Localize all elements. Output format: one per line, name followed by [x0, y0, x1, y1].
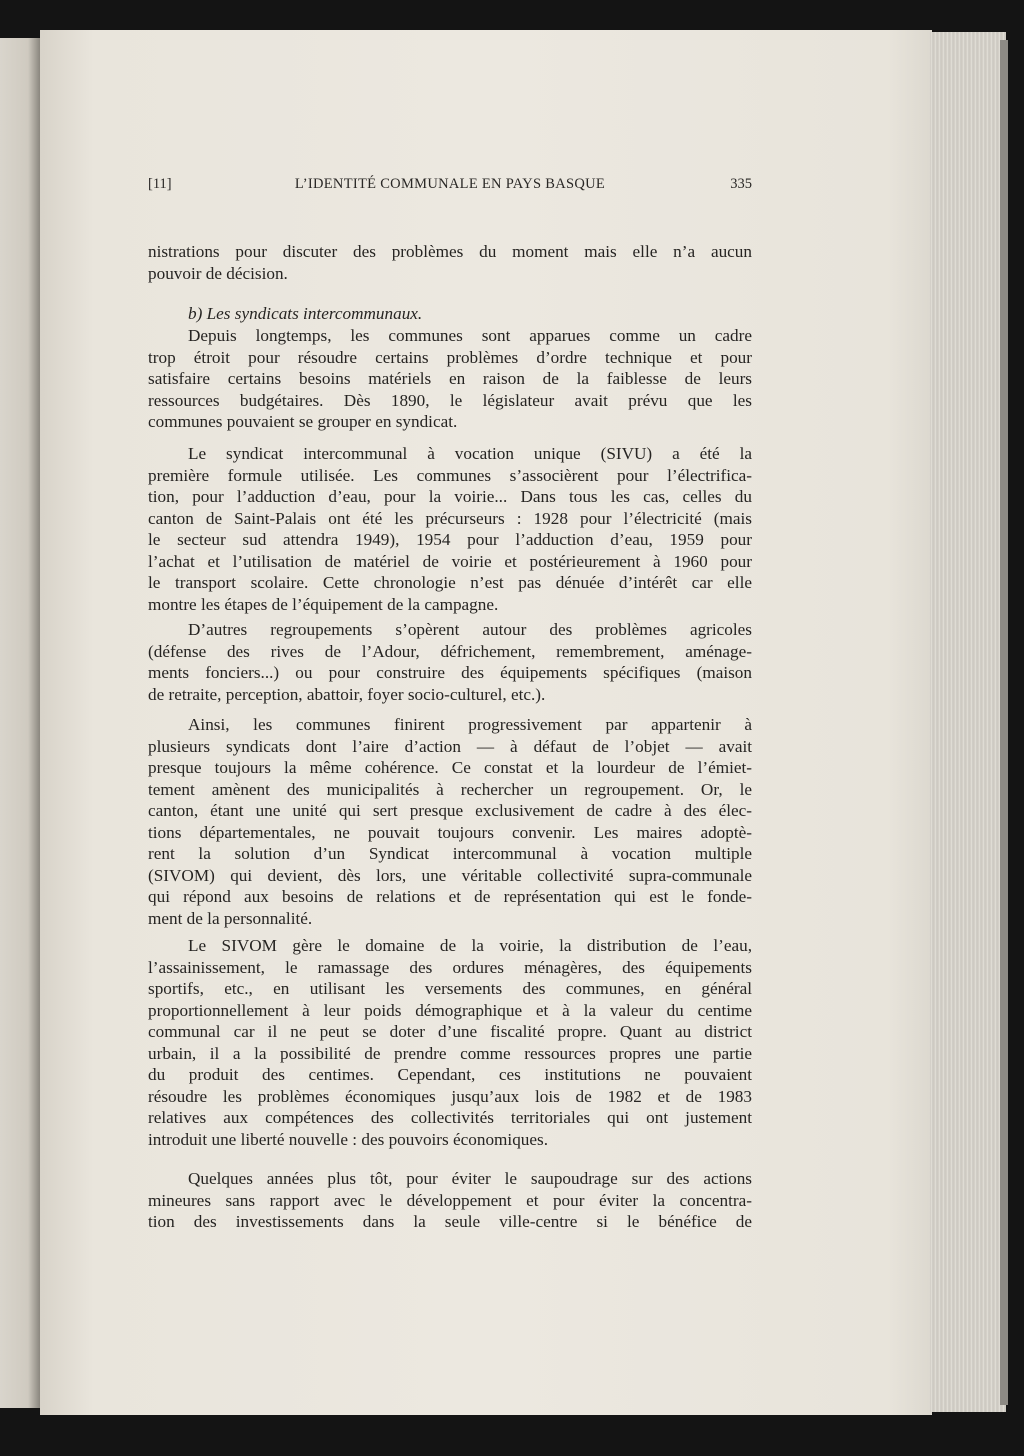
- page-stack-shadow: [1000, 40, 1008, 1405]
- text-line: l’assainissement, le ramassage des ordures ménagères, des équipements: [148, 957, 752, 977]
- text-line: (défense des rives de l’Adour, défrichement, remembrement, aménage-: [148, 641, 752, 661]
- paragraph: [148, 714, 752, 929]
- paragraph: [148, 619, 752, 705]
- text-line: Quelques années plus tôt, pour éviter le saupoudrage sur des actions: [188, 1169, 752, 1188]
- text-line: canton, étant une unité qui sert presque exclusivement de cadre à des élec-: [148, 801, 752, 820]
- text-line: (SIVOM) qui devient, dès lors, une véritable collectivité supra-communale: [148, 865, 752, 885]
- text-line: première formule utilisée. Les communes s’associèrent pour l’électrifica-: [148, 465, 752, 485]
- text-line: ressources budgétaires. Dès 1890, le législateur avait prévu que les: [148, 390, 752, 410]
- paragraph: [148, 443, 752, 615]
- text-line: proportionnellement à leur poids démographique et à la valeur du centime: [148, 1000, 752, 1020]
- section-number: [11]: [148, 176, 172, 192]
- running-header: [148, 176, 752, 196]
- text-line: mineures sans rapport avec le développement et pour éviter la concentra-: [148, 1190, 752, 1210]
- text-line: b) Les syndicats intercommunaux.: [188, 304, 423, 323]
- text-line: Depuis longtemps, les communes sont apparues comme un cadre: [188, 326, 752, 345]
- text-line: le secteur sud attendra 1949), 1954 pour l’adduction d’eau, 1959 pour: [148, 530, 752, 549]
- subsection-heading: [148, 303, 752, 325]
- text-line: plusieurs syndicats dont l’aire d’action — à défaut de l’objet — avait: [148, 736, 752, 756]
- text-line: de retraite, perception, abattoir, foyer socio-culturel, etc.).: [148, 684, 546, 704]
- page-stack-edges: [930, 32, 1006, 1412]
- text-line: Le SIVOM gère le domaine de la voirie, la distribution de l’eau,: [188, 936, 752, 955]
- text-line: trop étroit pour résoudre certains problèmes d’ordre technique et pour: [148, 347, 752, 367]
- text-line: Ainsi, les communes finirent progressivement par appartenir à: [188, 715, 752, 734]
- page-number: 335: [730, 176, 752, 192]
- text-line: tion des investissements dans la seule ville-centre si le bénéfice de: [148, 1212, 752, 1231]
- paragraph: [148, 325, 752, 433]
- facing-page-edge: [0, 38, 40, 1408]
- text-line: satisfaire certains besoins matériels en raison de la faiblesse de leurs: [148, 369, 752, 388]
- text-line: communal car il ne peut se doter d’une fiscalité propre. Quant au district: [148, 1022, 752, 1041]
- text-line: montre les étapes de l’équipement de la campagne.: [148, 594, 499, 614]
- text-line: ment de la personnalité.: [148, 908, 313, 928]
- text-line: ments fonciers...) ou pour construire des équipements spécifiques (maison: [148, 663, 752, 682]
- text-line: presque toujours la même cohérence. Ce constat et la lourdeur de l’émiet-: [148, 758, 752, 777]
- text-line: du produit des centimes. Cependant, ces institutions ne pouvaient: [148, 1065, 752, 1084]
- text-line: Le syndicat intercommunal à vocation unique (SIVU) a été la: [188, 444, 752, 463]
- text-line: qui répond aux besoins de relations et de représentation qui est le fonde-: [148, 887, 752, 906]
- text-line: tion, pour l’adduction d’eau, pour la voirie... Dans tous les cas, celles du: [148, 487, 752, 506]
- text-line: relatives aux compétences des collectivités territoriales qui ont justement: [148, 1108, 752, 1127]
- text-line: canton de Saint-Palais ont été les précurseurs : 1928 pour l’électricité (mais: [148, 508, 752, 528]
- paragraph: [148, 1168, 752, 1233]
- text-line: nistrations pour discuter des problèmes du moment mais elle n’a aucun: [148, 242, 752, 261]
- text-line: le transport scolaire. Cette chronologie n’est pas dénuée d’intérêt car elle: [148, 573, 752, 592]
- text-line: D’autres regroupements s’opèrent autour des problèmes agricoles: [188, 620, 752, 639]
- paragraph: [148, 241, 752, 284]
- text-line: pouvoir de décision.: [148, 263, 288, 283]
- running-title: L’IDENTITÉ COMMUNALE EN PAYS BASQUE: [294, 176, 606, 192]
- text-line: résoudre les problèmes économiques jusqu’aux lois de 1982 et de 1983: [148, 1086, 752, 1106]
- text-line: sportifs, etc., en utilisant les versements des communes, en général: [148, 979, 752, 998]
- text-line: introduit une liberté nouvelle : des pouvoirs économiques.: [148, 1129, 549, 1149]
- text-line: rent la solution d’un Syndicat intercommunal à vocation multiple: [148, 844, 752, 863]
- text-line: tions départementales, ne pouvait toujours convenir. Les maires adoptè-: [148, 822, 752, 842]
- text-line: communes pouvaient se grouper en syndicat.: [148, 412, 458, 431]
- text-line: urbain, il a la possibilité de prendre comme ressources propres une partie: [148, 1043, 752, 1063]
- text-line: tement amènent des municipalités à rechercher un regroupement. Or, le: [148, 779, 752, 799]
- text-line: l’achat et l’utilisation de matériel de voirie et postérieurement à 1960 pour: [148, 551, 752, 571]
- paragraph: [148, 935, 752, 1150]
